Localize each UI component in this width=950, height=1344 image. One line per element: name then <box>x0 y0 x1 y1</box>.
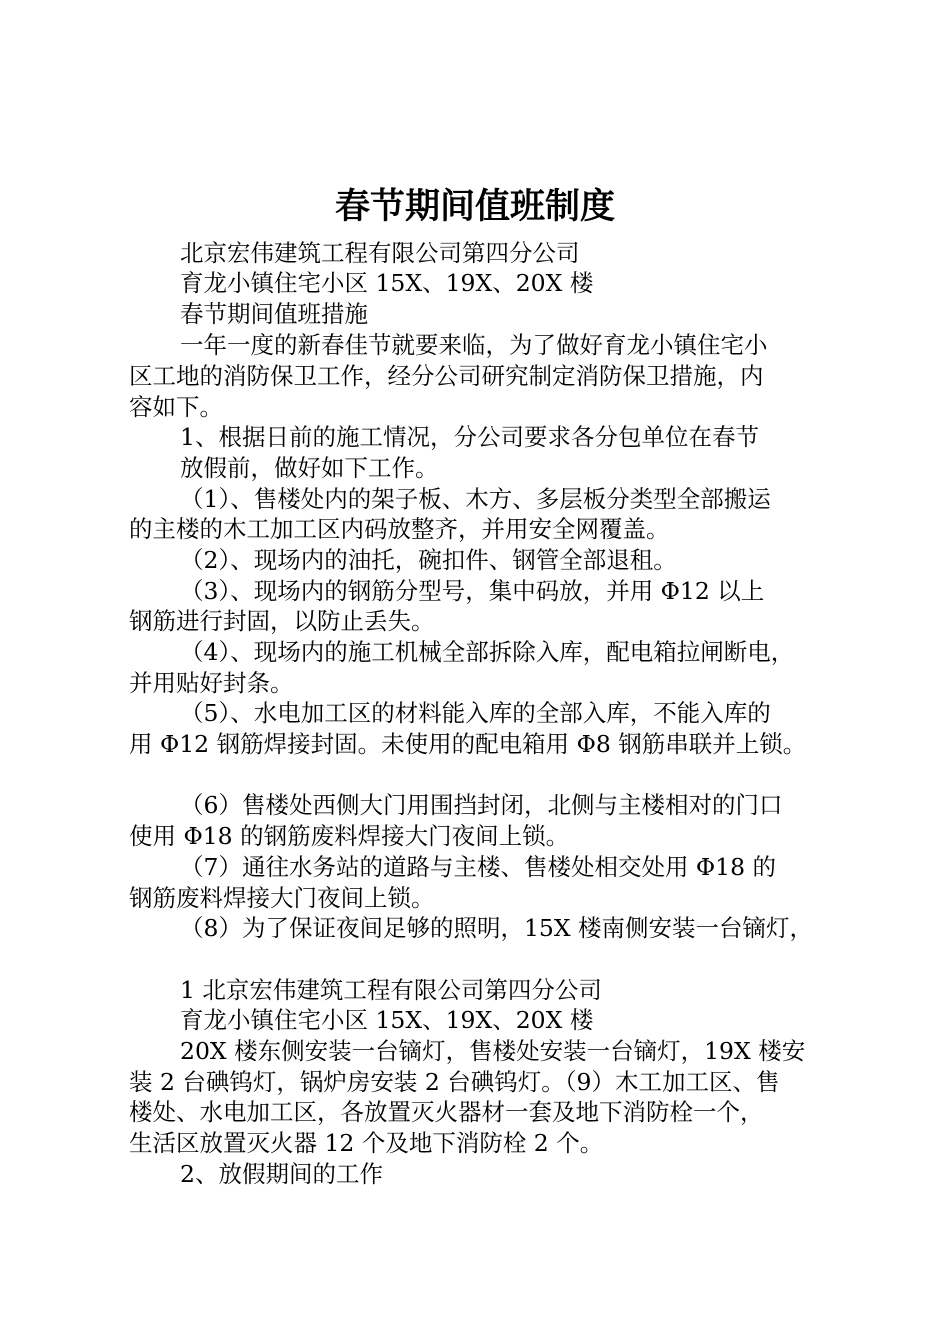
paragraph-line: 装 2 台碘钨灯，锅炉房安装 2 台碘钨灯。（9）木工加工区、售 <box>129 1068 780 1096</box>
paragraph-line: （1）、售楼处内的架子板、木方、多层板分类型全部搬运 <box>180 485 771 513</box>
paragraph-line: 生活区放置灭火器 12 个及地下消防栓 2 个。 <box>129 1129 604 1157</box>
paragraph-line: 育龙小镇住宅小区 15X、19X、20X 楼 <box>180 1006 594 1034</box>
paragraph-line: 用 Φ12 钢筋焊接封固。未使用的配电箱用 Φ8 钢筋串联并上锁。 <box>129 730 807 758</box>
paragraph-line: 1 北京宏伟建筑工程有限公司第四分公司 <box>180 976 602 1004</box>
paragraph-line: 北京宏伟建筑工程有限公司第四分公司 <box>180 239 580 267</box>
paragraph-line: 2、放假期间的工作 <box>180 1160 383 1188</box>
paragraph-line: 区工地的消防保卫工作，经分公司研究制定消防保卫措施，内 <box>129 362 764 390</box>
paragraph-line: 使用 Φ18 的钢筋废料焊接大门夜间上锁。 <box>129 822 570 850</box>
paragraph-line: 并用贴好封条。 <box>129 669 294 697</box>
paragraph-line: 钢筋进行封固，以防止丢失。 <box>129 607 435 635</box>
paragraph-line: （8）为了保证夜间足够的照明，15X 楼南侧安装一台镝灯， <box>180 914 814 942</box>
paragraph-line: （3）、现场内的钢筋分型号，集中码放，并用 Φ12 以上 <box>180 577 765 605</box>
paragraph-line: 春节期间值班措施 <box>180 300 368 328</box>
paragraph-line: 一年一度的新春佳节就要来临，为了做好育龙小镇住宅小 <box>180 331 768 359</box>
paragraph-line: 楼处、水电加工区，各放置灭火器材一套及地下消防栓一个， <box>129 1098 764 1126</box>
paragraph-line: 放假前，做好如下工作。 <box>180 454 439 482</box>
paragraph-line: 钢筋废料焊接大门夜间上锁。 <box>129 884 435 912</box>
paragraph-line: （6）售楼处西侧大门用围挡封闭，北侧与主楼相对的门口 <box>180 791 783 819</box>
document-title: 春节期间值班制度 <box>334 186 615 227</box>
paragraph-line: 育龙小镇住宅小区 15X、19X、20X 楼 <box>180 269 594 297</box>
paragraph-line: 的主楼的木工加工区内码放整齐，并用安全网覆盖。 <box>129 515 670 543</box>
paragraph-line: （2）、现场内的油托，碗扣件、钢管全部退租。 <box>180 546 677 574</box>
paragraph-line: 容如下。 <box>129 393 223 421</box>
paragraph-line: （4）、现场内的施工机械全部拆除入库，配电箱拉闸断电， <box>180 638 795 666</box>
paragraph-line: 1、根据日前的施工情况，分公司要求各分包单位在春节 <box>180 423 759 451</box>
paragraph-line: （5）、水电加工区的材料能入库的全部入库，不能入库的 <box>180 699 771 727</box>
paragraph-line: （7）通往水务站的道路与主楼、售楼处相交处用 Φ18 的 <box>180 853 777 881</box>
paragraph-line: 20X 楼东侧安装一台镝灯，售楼处安装一台镝灯，19X 楼安 <box>180 1037 806 1065</box>
